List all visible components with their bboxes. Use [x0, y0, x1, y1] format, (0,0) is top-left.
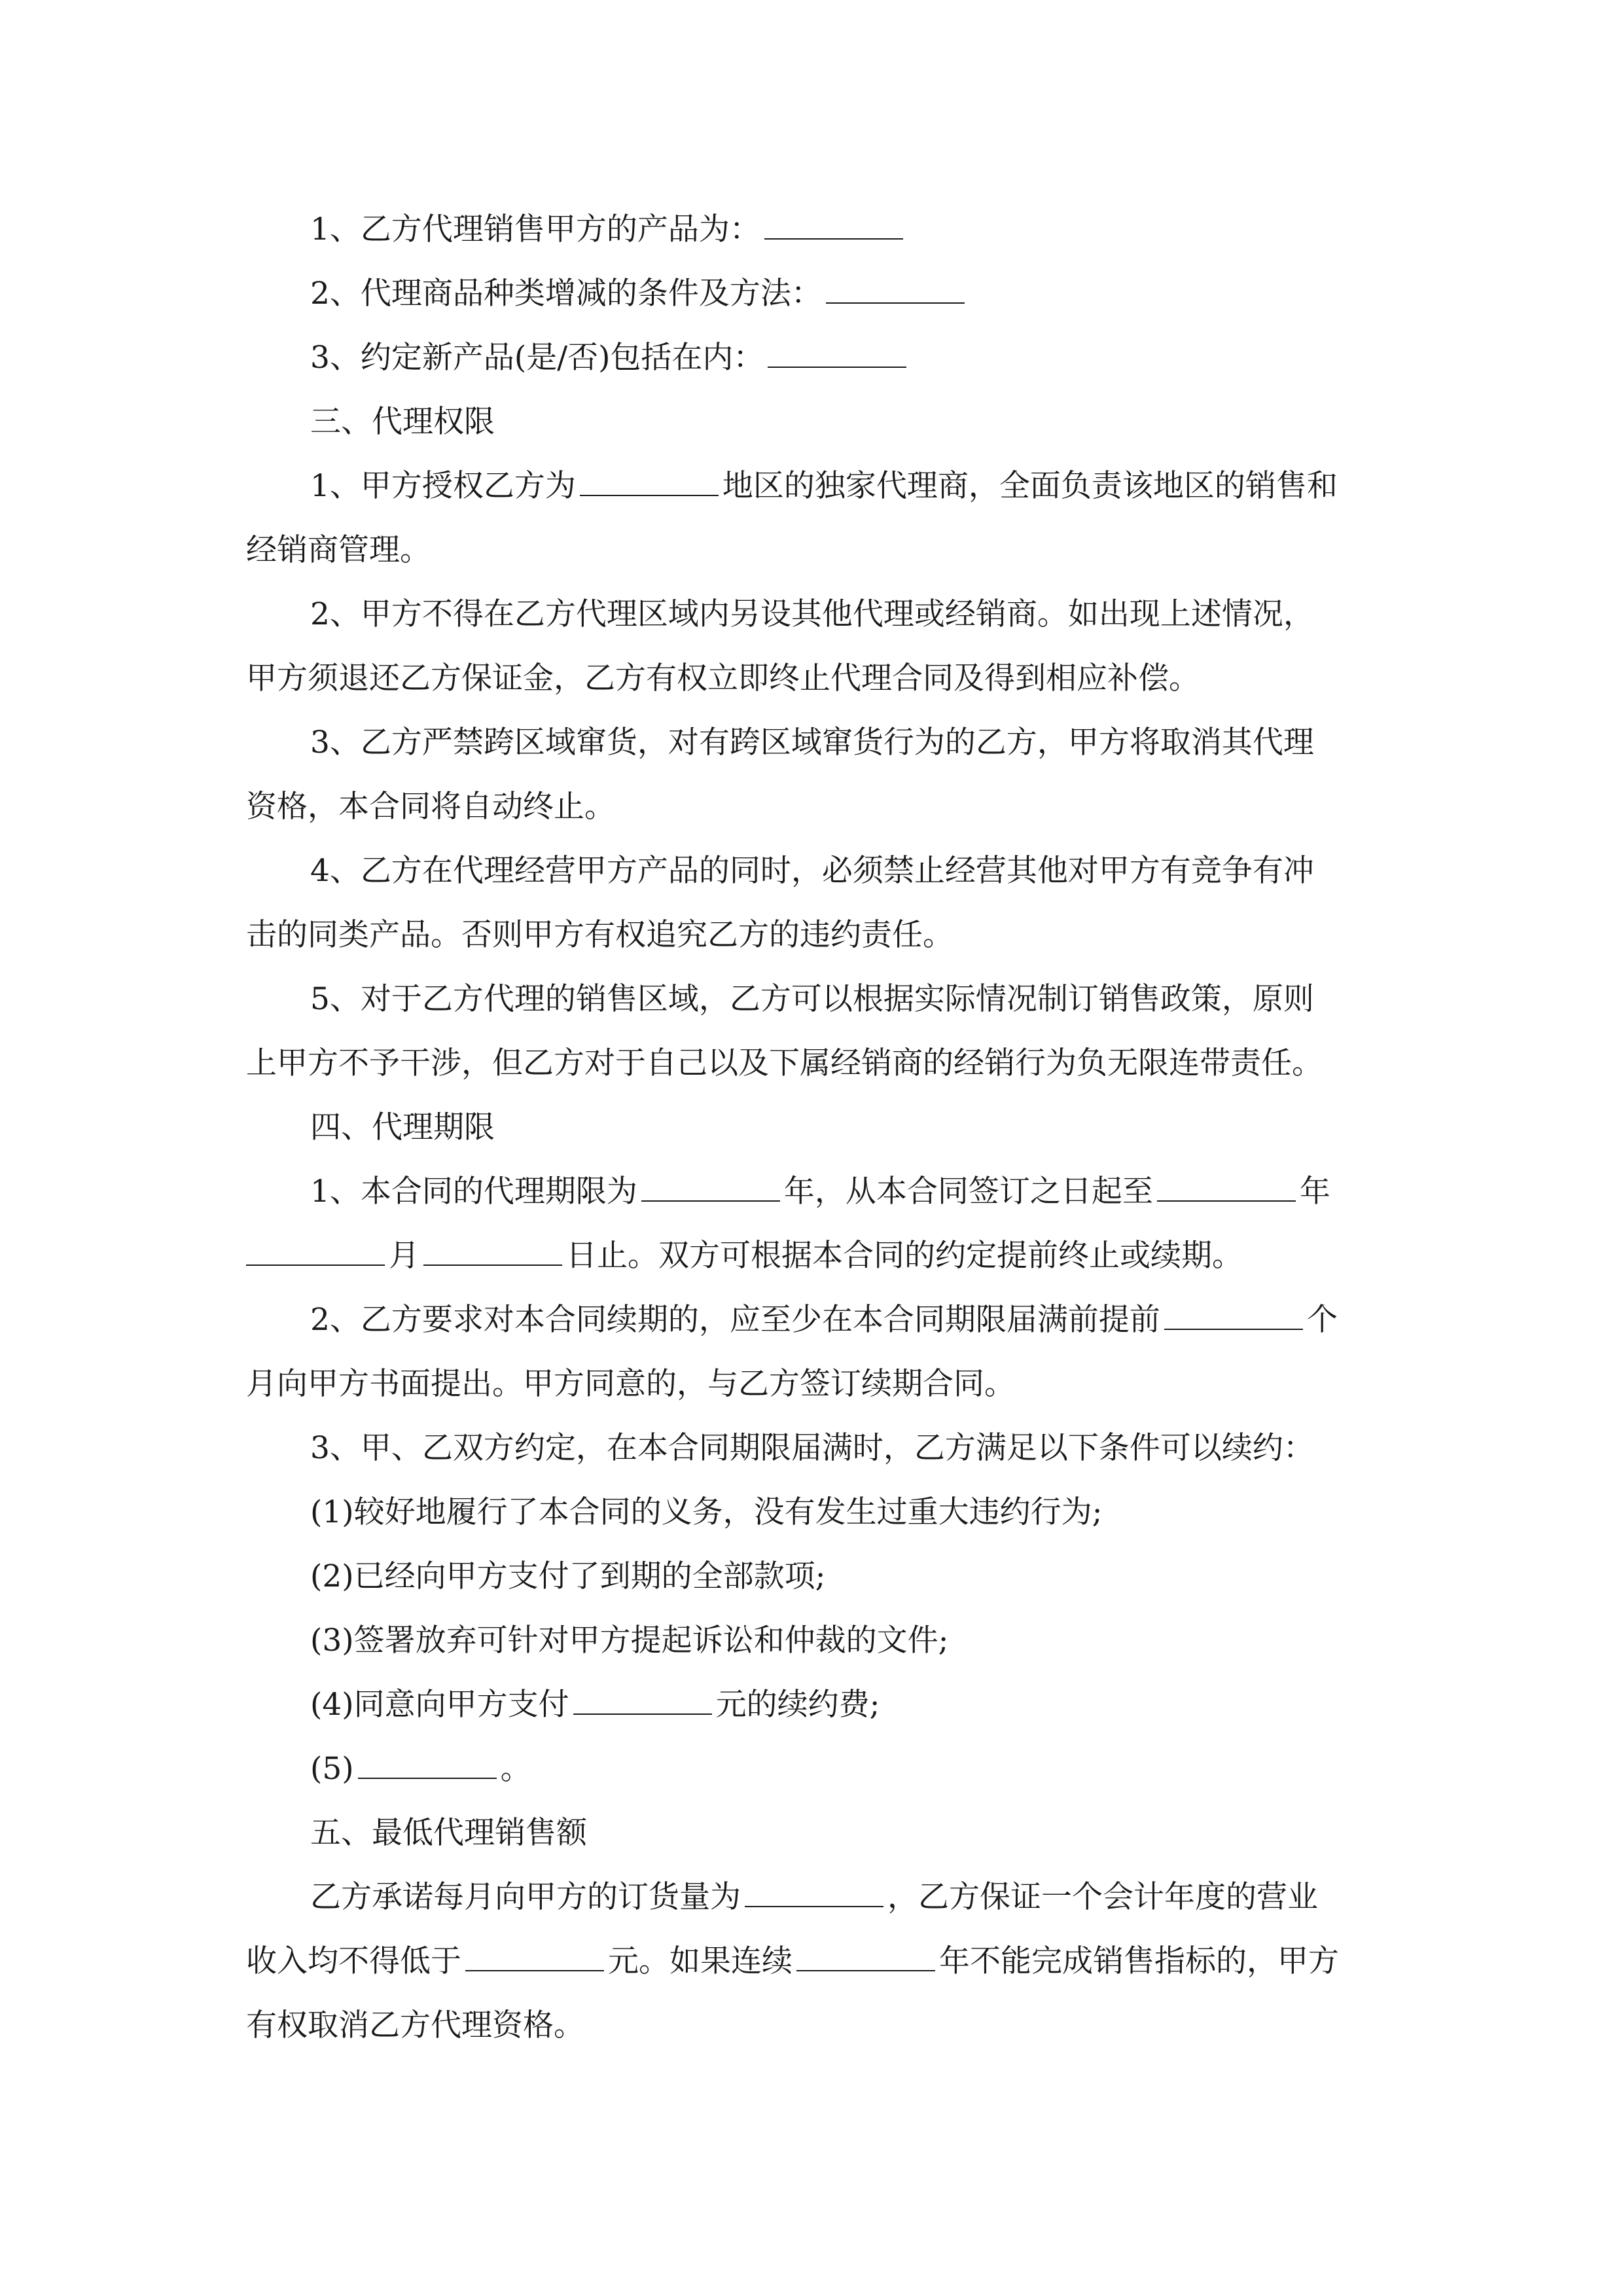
text: 地区的独家代理商，全面负责该地区的销售和: [722, 468, 1338, 504]
document-body: [246, 198, 1385, 2058]
text: 乙方承诺每月向甲方的订货量为: [310, 1879, 741, 1915]
text: 4、乙方在代理经营甲方产品的同时，必须禁止经营其他对甲方有竞争有冲: [310, 853, 1314, 889]
section-heading: [246, 1096, 1385, 1160]
paragraph: [246, 839, 1385, 903]
paragraph: [246, 1288, 1385, 1352]
text: 收入均不得低于: [246, 1943, 461, 1979]
text: 击的同类产品。否则甲方有权追究乙方的违约责任。: [246, 917, 954, 953]
text: 上甲方不予干涉，但乙方对于自己以及下属经销商的经销行为负无限连带责任。: [246, 1045, 1323, 1081]
text: 2、代理商品种类增减的条件及方法：: [310, 276, 822, 312]
blank-field: [1164, 1301, 1303, 1330]
paragraph-continuation: [246, 647, 1385, 711]
list-item: [246, 1673, 1385, 1737]
section-heading: [246, 1801, 1385, 1865]
text: (2)已经向甲方支付了到期的全部款项;: [310, 1558, 826, 1594]
text: 。: [500, 1751, 531, 1787]
text: (1)较好地履行了本合同的义务，没有发生过重大违约行为;: [310, 1494, 1103, 1530]
paragraph: [246, 1416, 1385, 1480]
list-item: [246, 1737, 1385, 1801]
blank-field: [246, 1237, 385, 1266]
paragraph-continuation: [246, 1352, 1385, 1416]
list-item: [246, 1545, 1385, 1609]
list-item: [246, 1609, 1385, 1673]
paragraph: [246, 1865, 1385, 1929]
text: 个: [1306, 1302, 1338, 1338]
paragraph: [246, 454, 1385, 518]
paragraph: [246, 262, 1385, 326]
text: 日止。双方可根据本合同的约定提前终止或续期。: [566, 1238, 1243, 1274]
paragraph-continuation: [246, 1929, 1385, 1994]
blank-field: [358, 1750, 497, 1779]
paragraph: [246, 583, 1385, 647]
section-heading: [246, 390, 1385, 454]
text: (4)同意向甲方支付: [310, 1687, 569, 1723]
text: 四、代理期限: [310, 1109, 495, 1145]
text: 年不能完成销售指标的，甲方: [939, 1943, 1339, 1979]
text: 年，从本合同签订之日起至: [783, 1174, 1153, 1210]
paragraph: [246, 326, 1385, 390]
blank-field: [580, 467, 719, 496]
text: 3、甲、乙双方约定，在本合同期限届满时，乙方满足以下条件可以续约：: [310, 1430, 1314, 1466]
paragraph-continuation: [246, 1031, 1385, 1096]
paragraph: [246, 967, 1385, 1031]
paragraph-continuation: [246, 903, 1385, 967]
text: 3、约定新产品(是/否)包括在内：: [310, 340, 764, 376]
text: 有权取消乙方代理资格。: [246, 2007, 584, 2043]
text: 甲方须退还乙方保证金，乙方有权立即终止代理合同及得到相应补偿。: [246, 660, 1200, 696]
text: 年: [1299, 1174, 1330, 1210]
text: 5、对于乙方代理的销售区域，乙方可以根据实际情况制订销售政策，原则: [310, 981, 1314, 1017]
paragraph-continuation: [246, 518, 1385, 583]
text: (3)签署放弃可针对甲方提起诉讼和仲裁的文件;: [310, 1623, 949, 1659]
text: 3、乙方严禁跨区域窜货，对有跨区域窜货行为的乙方，甲方将取消其代理: [310, 725, 1314, 761]
text: 元。如果连续: [608, 1943, 793, 1979]
paragraph-continuation: [246, 1994, 1385, 2058]
blank-field: [465, 1943, 604, 1971]
blank-field: [796, 1943, 935, 1971]
paragraph-continuation: [246, 1224, 1385, 1288]
text: 1、甲方授权乙方为: [310, 468, 576, 504]
blank-field: [423, 1237, 562, 1266]
text: 经销商管理。: [246, 532, 431, 568]
blank-field: [745, 1878, 883, 1907]
text: 2、甲方不得在乙方代理区域内另设其他代理或经销商。如出现上述情况，: [310, 596, 1314, 632]
blank-field: [1157, 1173, 1296, 1202]
paragraph: [246, 1160, 1385, 1224]
text: 元的续约费;: [715, 1687, 880, 1723]
text: ，乙方保证一个会计年度的营业: [887, 1879, 1318, 1915]
blank-field: [768, 339, 906, 368]
text: 月向甲方书面提出。甲方同意的，与乙方签订续期合同。: [246, 1366, 1015, 1402]
blank-field: [826, 275, 965, 304]
paragraph-continuation: [246, 775, 1385, 839]
blank-field: [641, 1173, 780, 1202]
text: 资格，本合同将自动终止。: [246, 789, 615, 825]
list-item: [246, 1480, 1385, 1545]
text: (5): [310, 1751, 354, 1787]
paragraph: [246, 711, 1385, 775]
text: 五、最低代理销售额: [310, 1815, 587, 1851]
text: 月: [389, 1238, 419, 1274]
paragraph: [246, 198, 1385, 262]
text: 1、乙方代理销售甲方的产品为：: [310, 211, 760, 247]
blank-field: [573, 1686, 712, 1715]
text: 2、乙方要求对本合同续期的，应至少在本合同期限届满前提前: [310, 1302, 1160, 1338]
text: 三、代理权限: [310, 404, 495, 440]
blank-field: [764, 211, 903, 240]
text: 1、本合同的代理期限为: [310, 1174, 637, 1210]
